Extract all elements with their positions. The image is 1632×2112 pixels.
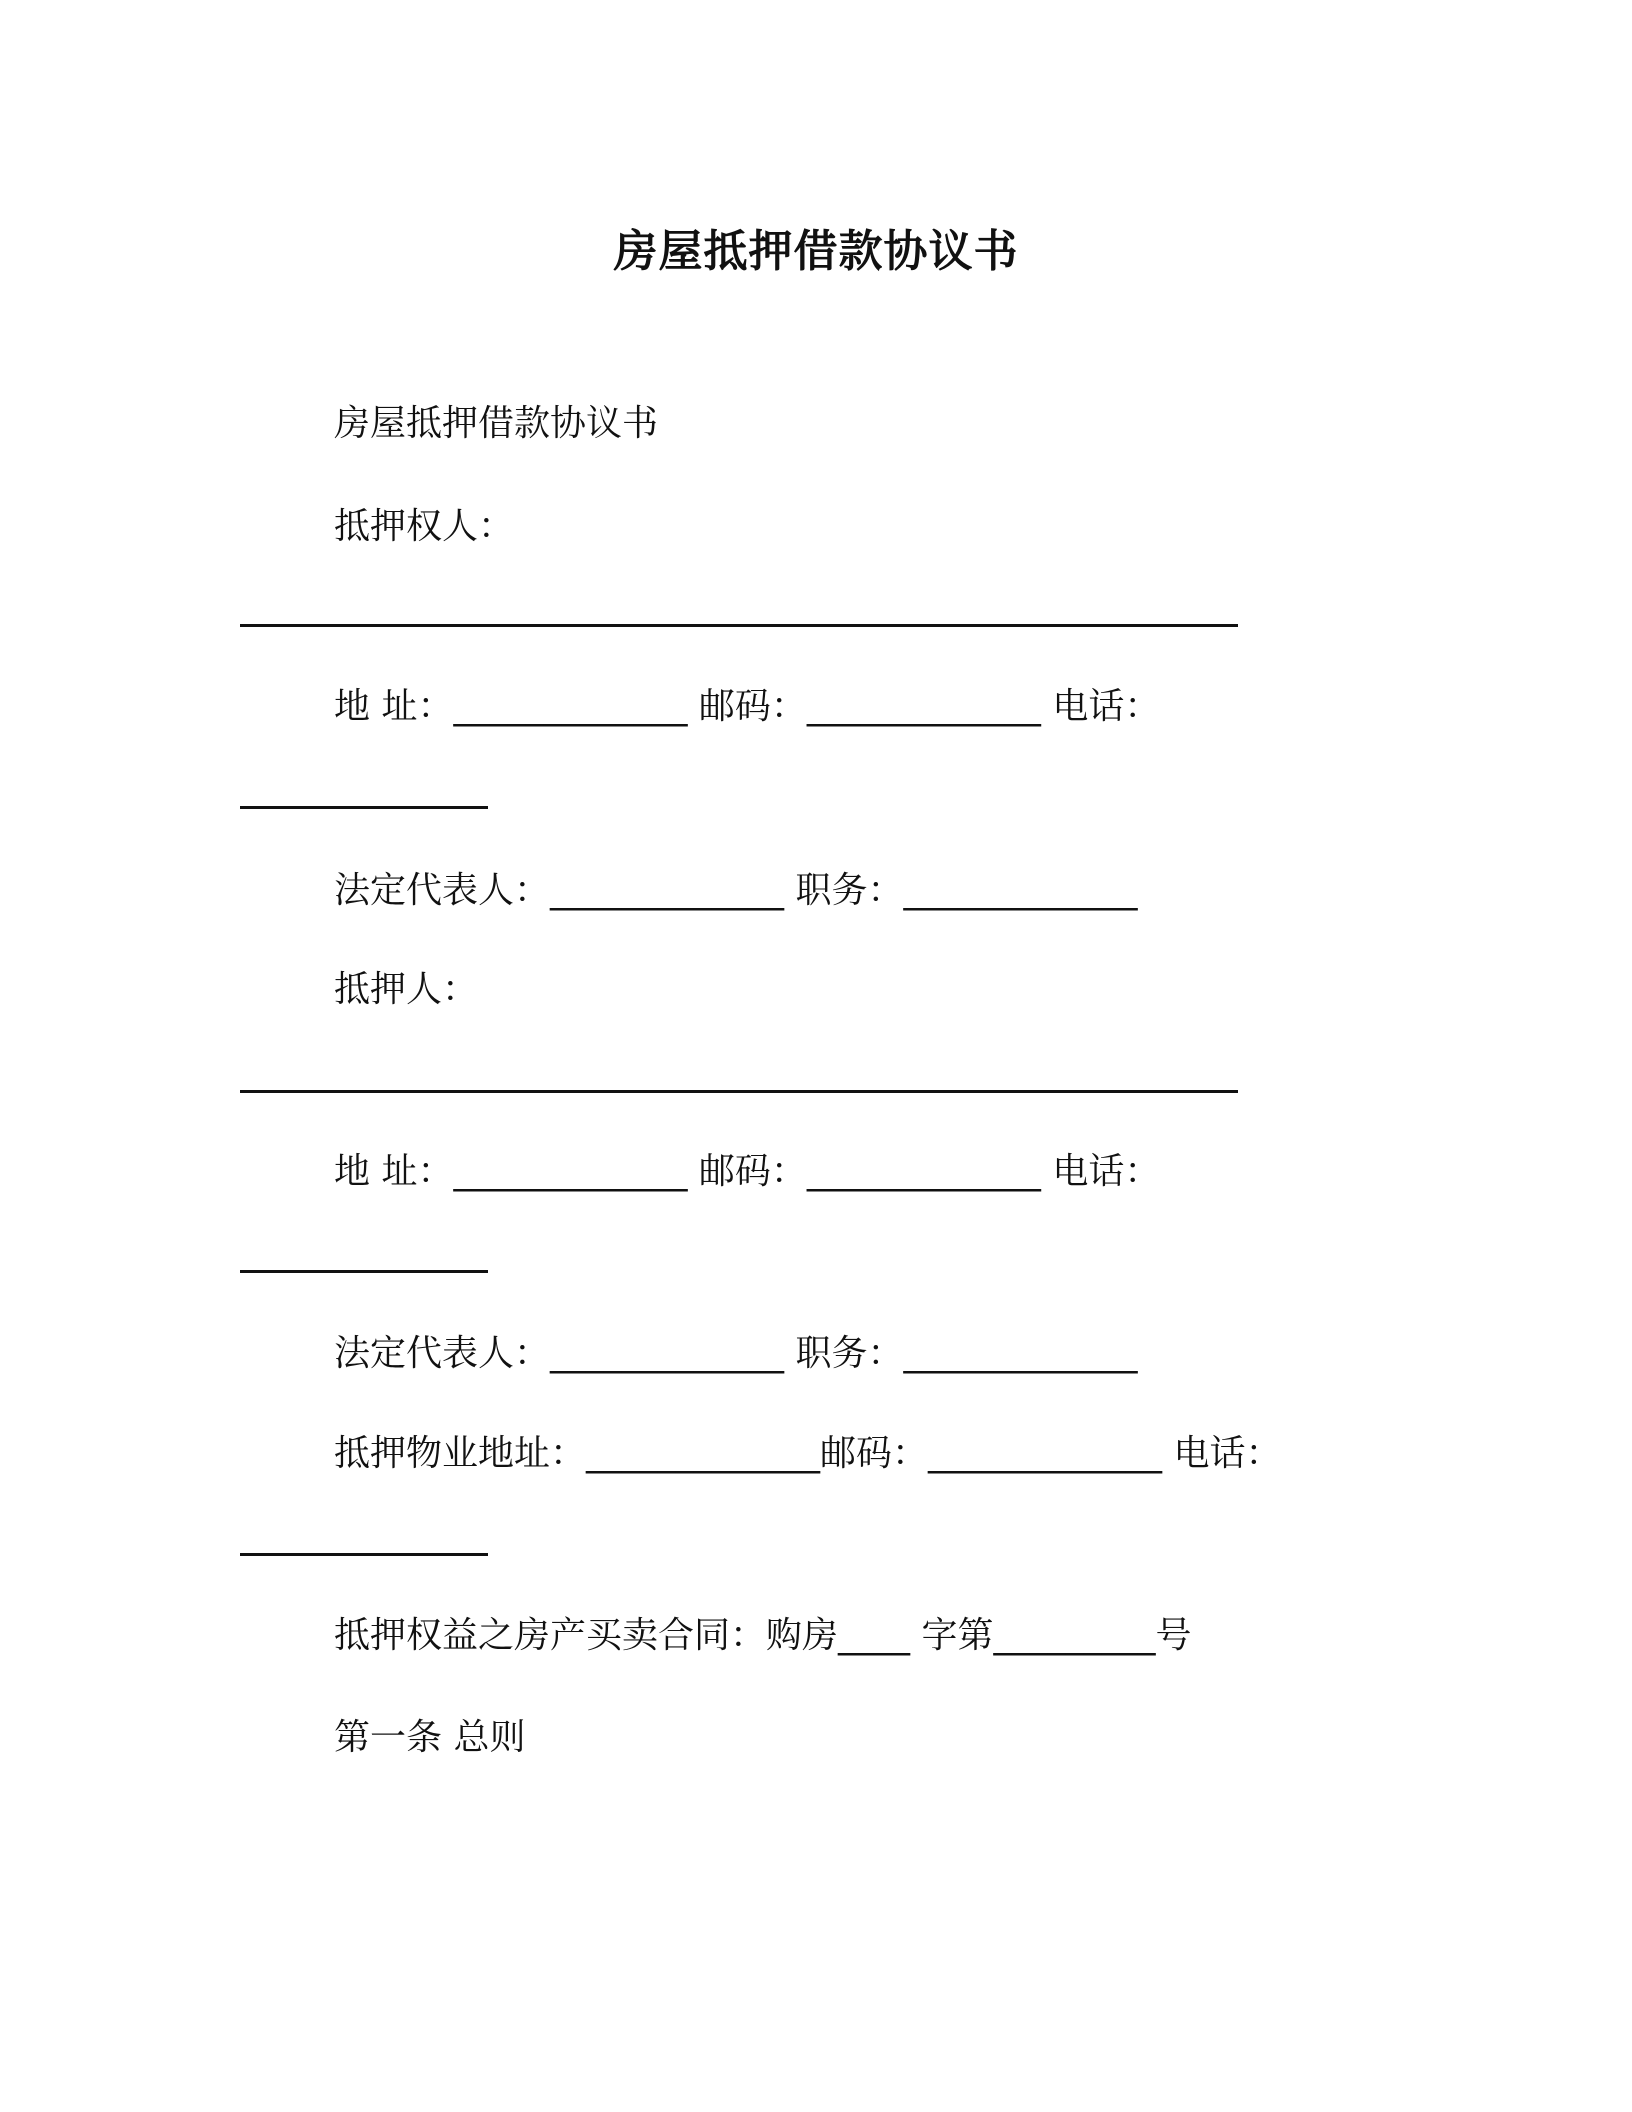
purchase-contract-line: 抵押权益之房产买卖合同：购房____ 字第_________号 — [334, 1615, 1192, 1656]
mortgagee-address-line: 地 址：_____________ 邮码：_____________ 电话： — [334, 686, 1161, 727]
mortgagor-address-line: 地 址：_____________ 邮码：_____________ 电话： — [334, 1151, 1161, 1192]
document-title: 房屋抵押借款协议书 — [613, 226, 1019, 277]
mortgagee-phone-blank — [240, 806, 488, 809]
paragraph-heading: 房屋抵押借款协议书 — [334, 403, 659, 444]
mortgagor-representative-line: 法定代表人：_____________ 职务：_____________ — [334, 1333, 1138, 1374]
mortgagor-label: 抵押人： — [334, 969, 479, 1010]
mortgagor-phone-blank — [240, 1270, 488, 1273]
property-phone-blank — [240, 1553, 488, 1556]
mortgagee-name-blank — [240, 624, 1238, 627]
mortgagee-representative-line: 法定代表人：_____________ 职务：_____________ — [334, 870, 1138, 911]
property-address-line: 抵押物业地址：_____________邮码：_____________ 电话： — [334, 1433, 1282, 1474]
article-one-heading: 第一条 总则 — [334, 1717, 526, 1758]
mortgagee-label: 抵押权人： — [334, 506, 515, 547]
mortgagor-name-blank — [240, 1090, 1238, 1093]
